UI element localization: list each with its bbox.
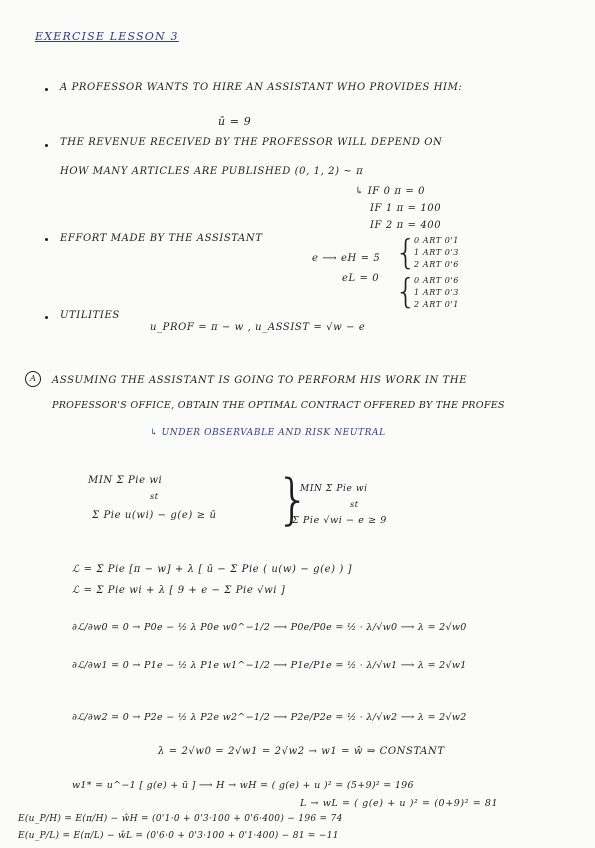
bullet-2 xyxy=(45,144,48,147)
math-line-2: st xyxy=(150,492,159,501)
intro-line-5: ↳ IF 0 π = 0 xyxy=(355,186,426,197)
math-line-16: E(u_P/L) = E(π/L) − ŵL = (0'6·0 + 0'3·100 + 0'1·400) − 81 = −11 xyxy=(18,831,339,841)
intro-line-3: THE REVENUE RECEIVED BY THE PROFESSOR WILL DEPEND ON xyxy=(60,137,443,148)
part-a-label: A xyxy=(25,371,41,387)
intro-line-11: 0 ART 0'1 xyxy=(414,236,459,245)
brace-high-effort: { xyxy=(395,233,417,273)
math-line-8: ℒ = Σ Pie wi + λ [ 9 + e − Σ Pie √wi ] xyxy=(72,585,286,596)
math-line-13: w1* = u^−1 [ g(e) + ū ] ⟶ H → wH = ( g(e) + u )² = (5+9)² = 196 xyxy=(72,780,414,791)
intro-line-18: u_PROF = π − w , u_ASSIST = √w − e xyxy=(150,322,366,333)
math-line-14: L → wL = ( g(e) + u )² = (0+9)² = 81 xyxy=(300,798,499,809)
math-line-11: ∂ℒ/∂w2 = 0 → P2e − ½ λ P2e w2^−1/2 ⟶ P2e/P2e = ½ · λ/√w2 ⟶ λ = 2√w2 xyxy=(72,712,467,723)
intro-line-13: 2 ART 0'6 xyxy=(414,260,459,269)
intro-line-17: UTILITIES xyxy=(60,310,120,321)
bullet-1 xyxy=(45,88,48,91)
intro-line-2: ū = 9 xyxy=(218,115,252,128)
bullet-3 xyxy=(45,238,48,241)
intro-line-9: e ⟶ eH = 5 xyxy=(312,253,381,264)
intro-line-4: HOW MANY ARTICLES ARE PUBLISHED (0, 1, 2) ~ π xyxy=(60,166,364,177)
intro-line-16: 2 ART 0'1 xyxy=(414,300,459,309)
part-a-note: ↳ UNDER OBSERVABLE AND RISK NEUTRAL xyxy=(150,428,386,438)
math-line-1: MIN Σ Pie wi xyxy=(88,475,163,486)
math-line-9: ∂ℒ/∂w0 = 0 → P0e − ½ λ P0e w0^−1/2 ⟶ P0e/P0e = ½ · λ/√w0 ⟶ λ = 2√w0 xyxy=(72,622,467,633)
math-line-7: ℒ = Σ Pie [π − w] + λ [ ū − Σ Pie ( u(w) − g(e) ) ] xyxy=(72,564,353,575)
math-line-5: st xyxy=(350,500,359,509)
intro-line-12: 1 ART 0'3 xyxy=(414,248,459,257)
bullet-4 xyxy=(45,316,48,319)
math-line-4: MIN Σ Pie wi xyxy=(300,484,368,494)
intro-line-7: IF 2 π = 400 xyxy=(370,220,442,231)
part-a-line-1: ASSUMING THE ASSISTANT IS GOING TO PERFORM HIS WORK IN THE xyxy=(52,375,468,386)
math-line-10: ∂ℒ/∂w1 = 0 → P1e − ½ λ P1e w1^−1/2 ⟶ P1e/P1e = ½ · λ/√w1 ⟶ λ = 2√w1 xyxy=(72,660,467,671)
intro-line-6: IF 1 π = 100 xyxy=(370,203,442,214)
page-title: EXERCISE LESSON 3 xyxy=(35,30,179,43)
math-line-6: Σ Pie √wi − e ≥ 9 xyxy=(292,515,387,526)
brace-problem: { xyxy=(274,468,309,531)
math-line-15: E(u_P/H) = E(π/H) − ŵH = (0'1·0 + 0'3·100 + 0'6·400) − 196 = 74 xyxy=(18,814,343,824)
intro-line-15: 1 ART 0'3 xyxy=(414,288,459,297)
intro-line-14: 0 ART 0'6 xyxy=(414,276,459,285)
math-line-3: Σ Pie u(wi) − g(e) ≥ ū xyxy=(92,510,217,521)
intro-line-8: EFFORT MADE BY THE ASSISTANT xyxy=(60,233,263,244)
intro-line-1: A PROFESSOR WANTS TO HIRE AN ASSISTANT WHO PROVIDES HIM: xyxy=(60,82,463,93)
intro-line-10: eL = 0 xyxy=(342,273,380,284)
brace-low-effort: { xyxy=(395,272,417,312)
part-a-line-2: PROFESSOR'S OFFICE, OBTAIN THE OPTIMAL CONTRACT OFFERED BY THE PROFES xyxy=(52,400,505,411)
math-line-12: λ = 2√w0 = 2√w1 = 2√w2 → w1 = ŵ ⇒ CONSTANT xyxy=(158,746,445,757)
